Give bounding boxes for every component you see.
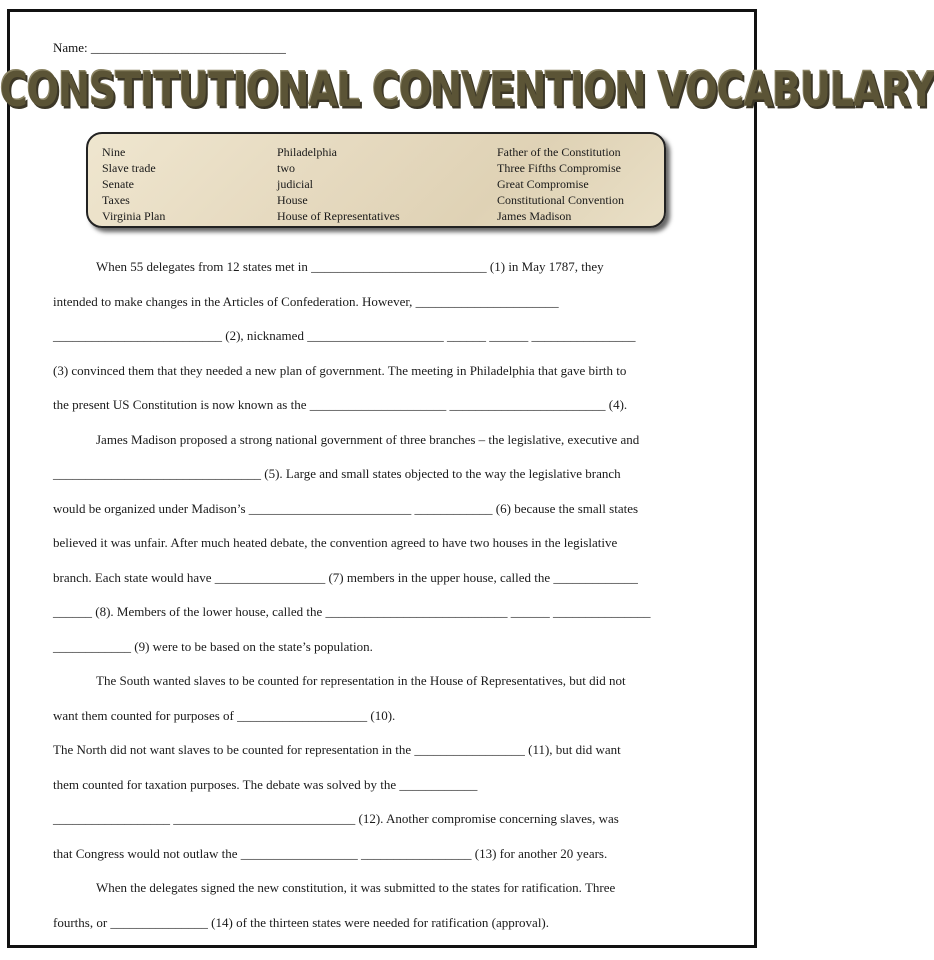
word-bank-item: Nine — [102, 145, 126, 159]
word-bank-item: Father of the Constitution — [497, 145, 621, 159]
passage-line: __________________ ____________________________ (12). Another compromise concerning slaves, was — [53, 811, 619, 826]
word-bank-item: judicial — [277, 177, 313, 191]
passage-line: ________________________________ (5). Large and small states objected to the way the legislative branch — [53, 466, 621, 481]
word-bank-item: Taxes — [102, 193, 130, 207]
passage-line: The South wanted slaves to be counted for representation in the House of Representatives, but did not — [96, 673, 626, 688]
passage-line: When 55 delegates from 12 states met in ___________________________ (1) in May 1787, they — [96, 259, 604, 274]
name-blank[interactable]: ______________________________ — [90, 40, 286, 55]
word-bank-item: House — [277, 193, 308, 207]
word-bank-item: Slave trade — [102, 161, 156, 175]
word-bank — [86, 132, 666, 228]
passage-line: James Madison proposed a strong national government of three branches – the legislative, executive and — [96, 431, 640, 447]
passage-line: intended to make changes in the Articles of Confederation. However, ______________________ — [53, 293, 559, 309]
word-bank-item: Great Compromise — [497, 177, 589, 191]
worksheet-title: CONSTITUTIONAL CONVENTION VOCABULARY — [0, 62, 934, 117]
word-bank-column-3 — [497, 144, 624, 224]
word-bank-item: two — [277, 161, 295, 175]
passage-line: ______ (8). Members of the lower house, called the ____________________________ ______ _______________ — [53, 604, 651, 619]
word-bank-item: Constitutional Convention — [497, 193, 625, 207]
word-bank-item: Senate — [102, 177, 134, 191]
word-bank-column-2 — [277, 144, 400, 224]
passage-line: fourths, or _______________ (14) of the thirteen states were needed for ratification (approval). — [53, 914, 550, 930]
passage-line: The North did not want slaves to be counted for representation in the _________________ (11), but did want — [53, 742, 621, 757]
word-bank-item: James Madison — [497, 209, 572, 223]
passage-line: want them counted for purposes of ____________________ (10). — [53, 707, 396, 723]
word-bank-item: Three Fifths Compromise — [497, 161, 621, 175]
passage-line: believed it was unfair. After much heated debate, the convention agreed to have two houses in the legislative — [53, 535, 618, 550]
word-bank-item: Virginia Plan — [102, 209, 166, 223]
passage-line: When the delegates signed the new constitution, it was submitted to the states for ratification. Three — [96, 880, 616, 895]
word-bank-item: House of Representatives — [277, 209, 400, 223]
word-bank-column-1 — [102, 144, 165, 224]
passage-line: branch. Each state would have _________________ (7) members in the upper house, called the _____________ — [53, 569, 638, 585]
passage-line: __________________________ (2), nicknamed _____________________ ______ ______ ________________ — [53, 328, 636, 343]
passage-line: (3) convinced them that they needed a new plan of government. The meeting in Philadelphia that gave birth to — [53, 362, 627, 378]
passage-line: that Congress would not outlaw the __________________ _________________ (13) for another 20 years. — [53, 845, 608, 861]
name-label: Name: — [53, 40, 91, 55]
passage-line: ____________ (9) were to be based on the state’s population. — [53, 638, 373, 654]
passage-line: the present US Constitution is now known as the _____________________ ________________________ (4). — [53, 397, 628, 412]
passage-line: them counted for taxation purposes. The debate was solved by the ____________ — [53, 776, 478, 792]
fill-in-passage — [53, 250, 718, 940]
word-bank-item: Philadelphia — [277, 145, 337, 159]
passage-line: would be organized under Madison’s _________________________ ____________ (6) because the small states — [53, 500, 639, 516]
name-field — [53, 40, 286, 56]
